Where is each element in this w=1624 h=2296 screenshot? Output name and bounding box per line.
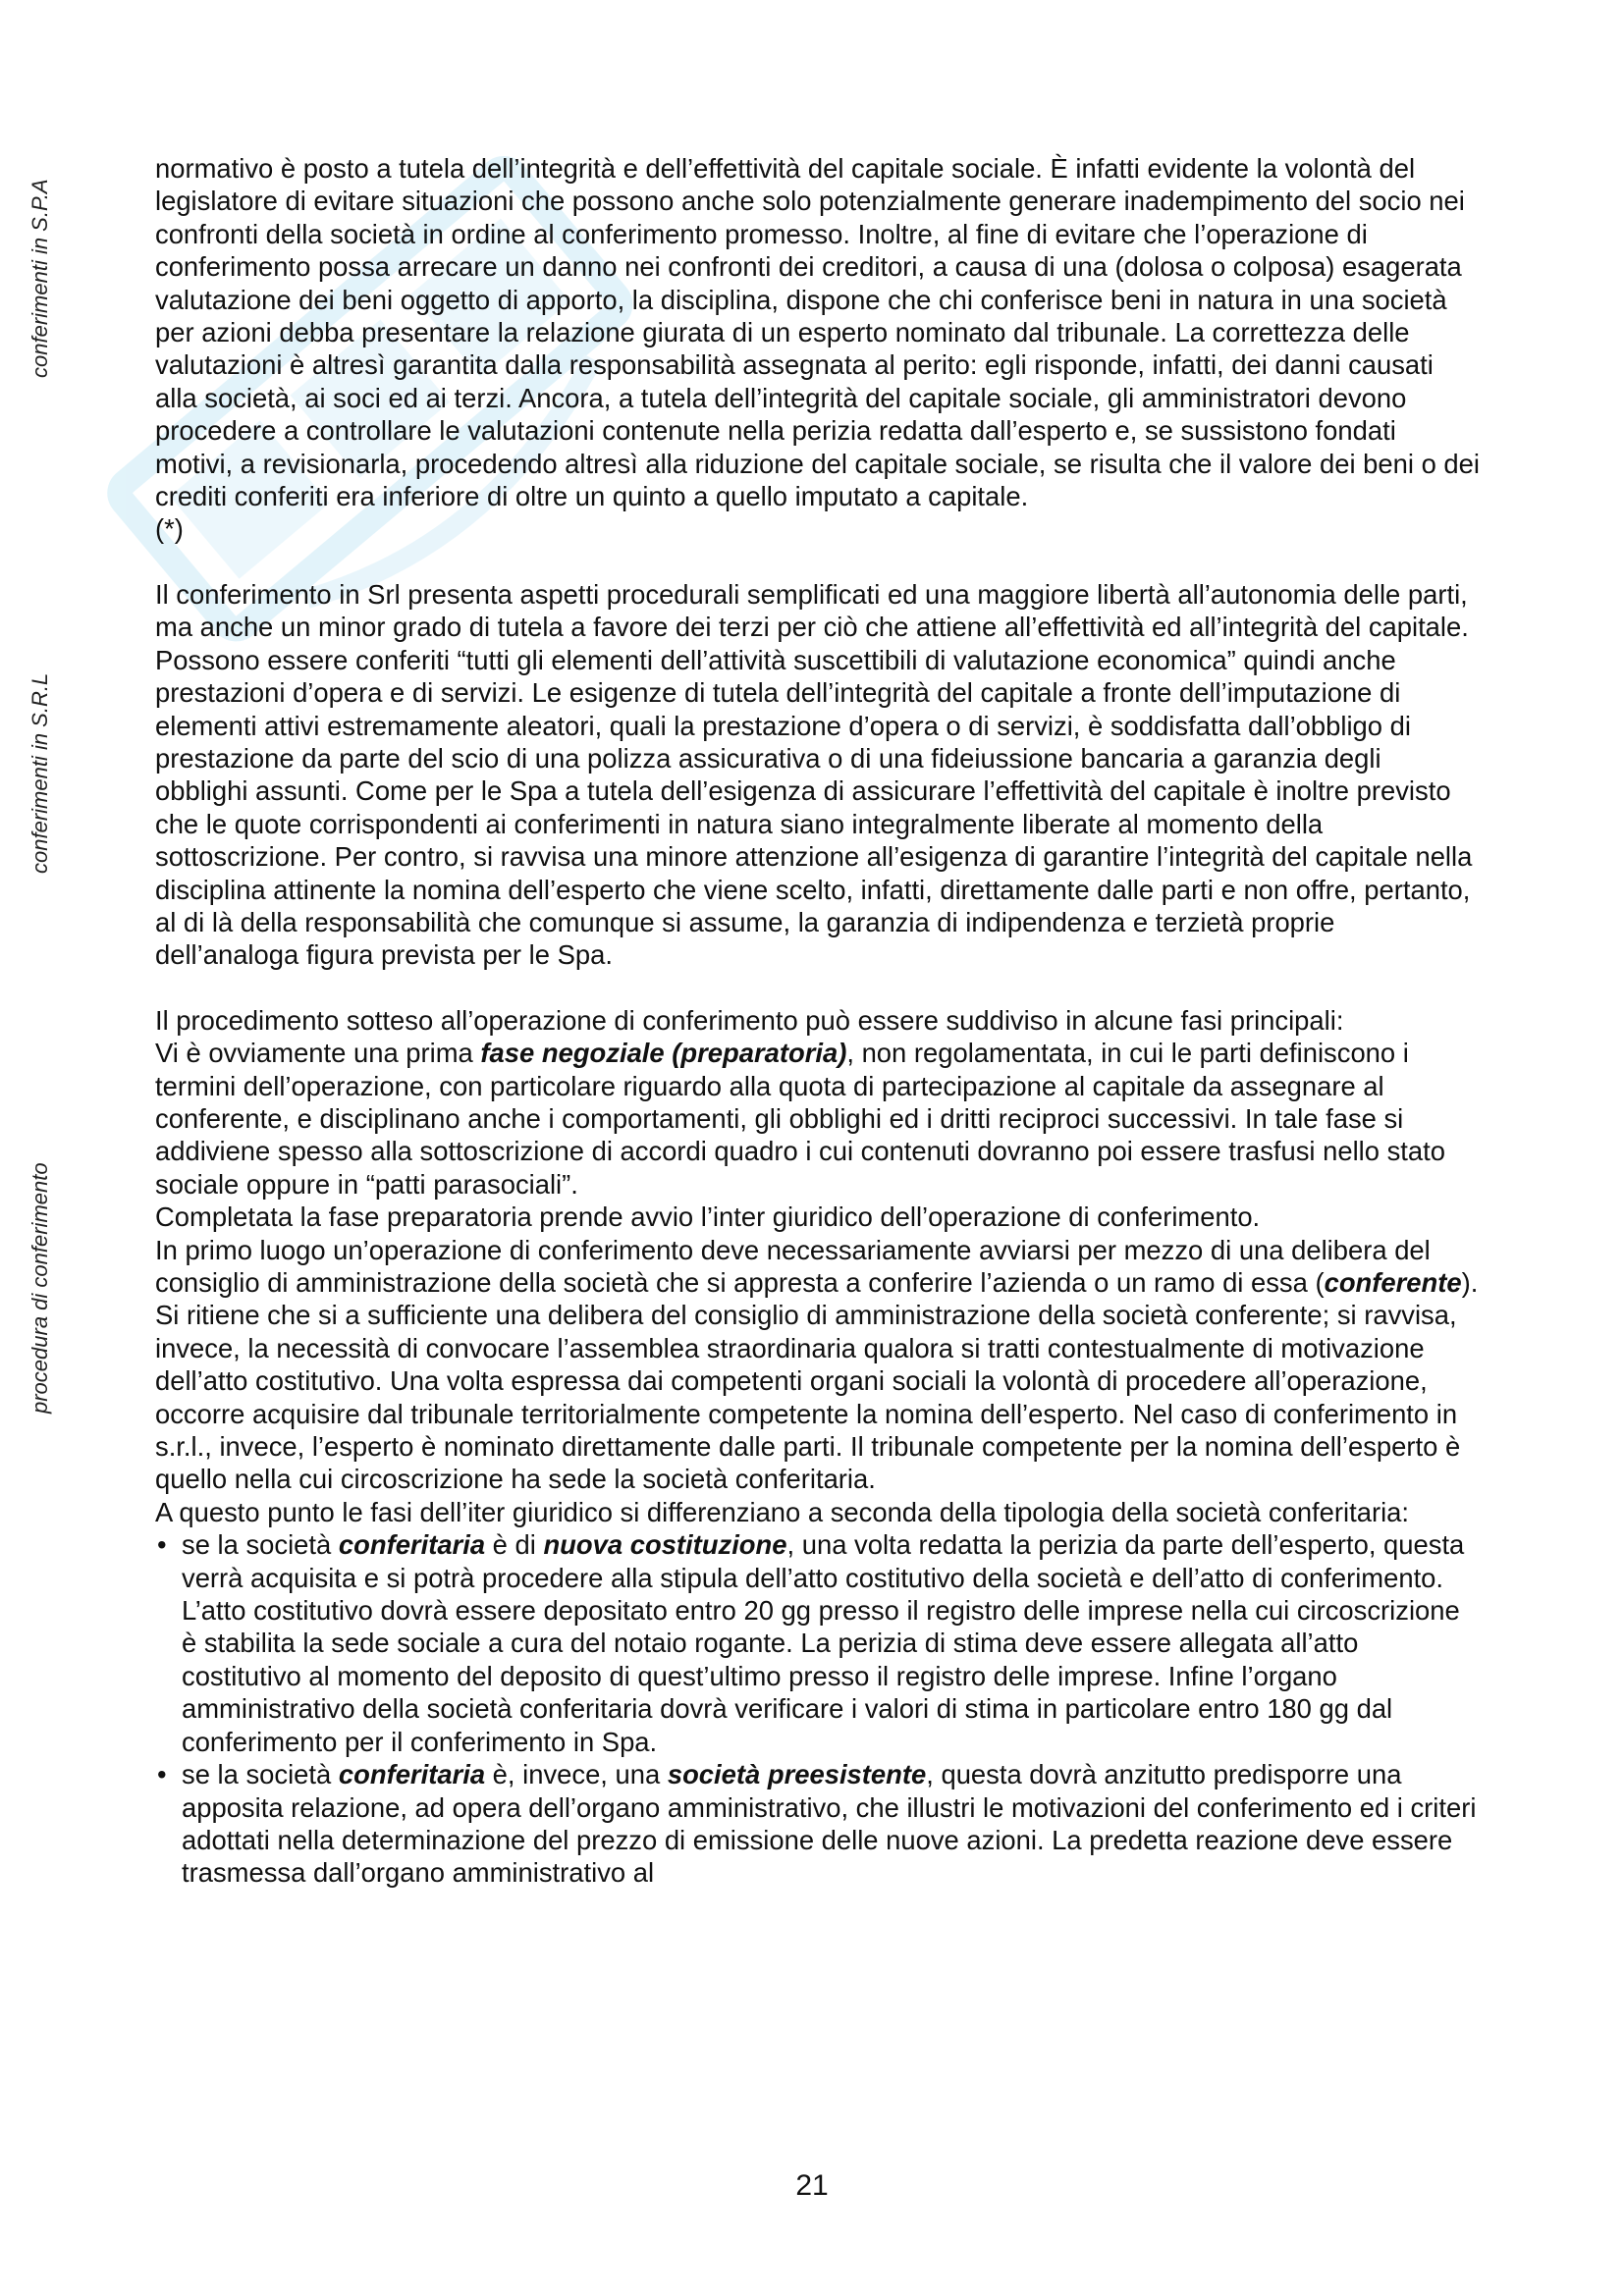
paragraph-srl: Il conferimento in Srl presenta aspetti procedurali semplificati ed una maggiore libertà all’autonomia delle parti, ma anche un minor grado di tutela a favore dei terzi per ciò che attiene all’effettività ed all’integrità del capitale. Possono essere conferiti “tutti gli elementi dell’attività suscettibili di valutazione economica” quindi anche prestazioni d’opera e di servizi. Le esigenze di tutela dell’integrità del capitale a fronte dell’imputazione di elementi attivi estremamente aleatori, quali la prestazione d’opera o di servizi, è soddisfatta dall’obbligo di prestazione da parte del scio di una polizza assicurativa o di una fideiussione bancaria a garanzia degli obblighi assunti. Come per le Spa a tutela dell’esigenza di assicurare l’effettività del capitale è inoltre previsto che le quote corrispondenti ai conferimenti in natura siano integralmente liberate al momento della sottoscrizione. Per contro, si ravvisa una minore attenzione all’esigenza di garantire l’integrità del capitale nella disciplina attinente la nomina dell’esperto che viene scelto, infatti, direttamente dalle parti e non offre, pertanto, al di là della responsabilità che comunque si assume, la garanzia di indipendenza e terzietà proprie dell’analoga figura prevista per le Spa. (155, 578, 1473, 971)
paragraph-procedure-intro: Il procedimento sotteso all’operazione di conferimento può essere suddiviso in alcune fasi principali: (155, 1004, 1344, 1036)
paragraph-board-resolution: In primo luogo un’operazione di conferimento deve necessariamente avviarsi per mezzo di una delibera del consiglio di amministrazione della società che si appresta a conferire l’azienda o un ramo di essa (conferente). Si ritiene che si a sufficiente una delibera del consiglio di amministrazione della società conferente; si ravvisa, invece, la necessità di convocare l’assemblea straordinaria qualora si tratti contestualmente di motivazione dell’atto costitutivo. Una volta espressa dai competenti organi sociali la volontà di procedere all’operazione, occorre acquisire dal tribunale territorialmente competente la nomina dell’esperto. Nel caso di conferimento in s.r.l., invece, l’esperto è nominato direttamente dalle parti. Il tribunale competente per la nomina dell’esperto è quello nella cui circoscrizione ha sede la società conferitaria. (155, 1234, 1479, 1495)
list-item: • se la società conferitaria è, invece, una società preesistente, questa dovrà anzitutto predisporre una apposita relazione, ad opera dell’organo amministrativo, che illustri le motivazioni del conferimento ed i criteri adottati nella determinazione del prezzo di emissione delle nuove azioni. La predetta reazione deve essere trasmessa dall’organo amministrativo al (155, 1758, 1481, 1890)
footnote-mark: (*) (155, 513, 184, 545)
list-item: • se la società conferitaria è di nuova costituzione, una volta redatta la perizia da parte dell’esperto, questa verrà acquisita e si potrà procedere alla stipula dell’atto costitutivo della società e dell’atto di conferimento. L’atto costitutivo dovrà essere depositato entro 20 gg presso il registro delle imprese nella cui circoscrizione è stabilita la sede sociale a cura del notaio rogante. La perizia di stima deve essere allegata all’atto costitutivo al momento del deposito di quest’ultimo presso il registro delle imprese. Infine l’organo amministrativo della società conferitaria dovrà verificare i valori di stima in particolare entro 180 gg dal conferimento per il conferimento in Spa. (155, 1528, 1481, 1758)
paragraph-legal-iter: Completata la fase preparatoria prende avvio l’inter giuridico dell’operazione di conferimento. (155, 1201, 1261, 1233)
paragraph-spa-protection: normativo è posto a tutela dell’integrità e dell’effettività del capitale sociale. È infatti evidente la volontà del legislatore di evitare situazioni che possono anche solo potenzialmente generare inadempimento del socio nei confronti della società in ordine al conferimento promesso. Inoltre, al fine di evitare che l’operazione di conferimento possa arrecare un danno nei confronti dei creditori, a causa di una (dolosa o colposa) esagerata valutazione dei beni oggetto di apporto, la disciplina, dispone che chi conferisce beni in natura in una società per azioni debba presentare la relazione giurata di un esperto nominato dal tribunale. La correttezza delle valutazioni è altresì garantita dalla responsabilità assegnata al perito: egli risponde, infatti, dei danni causati alla società, ai soci ed ai terzi. Ancora, a tutela dell’integrità del capitale sociale, gli amministratori devono procedere a controllare le valutazioni contenute nella perizia redatta dall’esperto e, se sussistono fondati motivi, a revisionarla, procedendo altresì alla riduzione del capitale sociale, se risulta che il valore dei beni o dei crediti conferiti era inferiore di oltre un quinto a quello imputato a capitale. (155, 153, 1480, 512)
body-text (155, 152, 1481, 1890)
paragraph-negotiation-phase: Vi è ovviamente una prima fase negoziale (preparatoria), non regolamentata, in cui le parti definiscono i termini dell’operazione, con particolare riguardo alla quota di partecipazione al capitale da assegnare al conferente, e disciplinano anche i comportamenti, gli obblighi ed i dritti reciproci successivi. In tale fase si addiviene spesso alla sottoscrizione di accordi quadro i cui contenuti dovranno poi essere trasfusi nello stato sociale oppure in “patti parasociali”. (155, 1038, 1445, 1200)
paragraph-phases-differ: A questo punto le fasi dell’iter giuridico si differenziano a seconda della tipologia della società conferitaria: (155, 1496, 1409, 1527)
emphasis-negotiation-phase: fase negoziale (preparatoria) (480, 1038, 847, 1069)
margin-note-srl: conferimenti in S.R.L (27, 672, 52, 874)
margin-note-procedure: procedura di conferimento (27, 1162, 52, 1414)
margin-note-spa: conferimenti in S.P.A (27, 179, 52, 378)
page-number: 21 (795, 2169, 829, 2202)
bullet-list (155, 1528, 1481, 1889)
emphasis-conferente: conferente (1324, 1267, 1462, 1298)
